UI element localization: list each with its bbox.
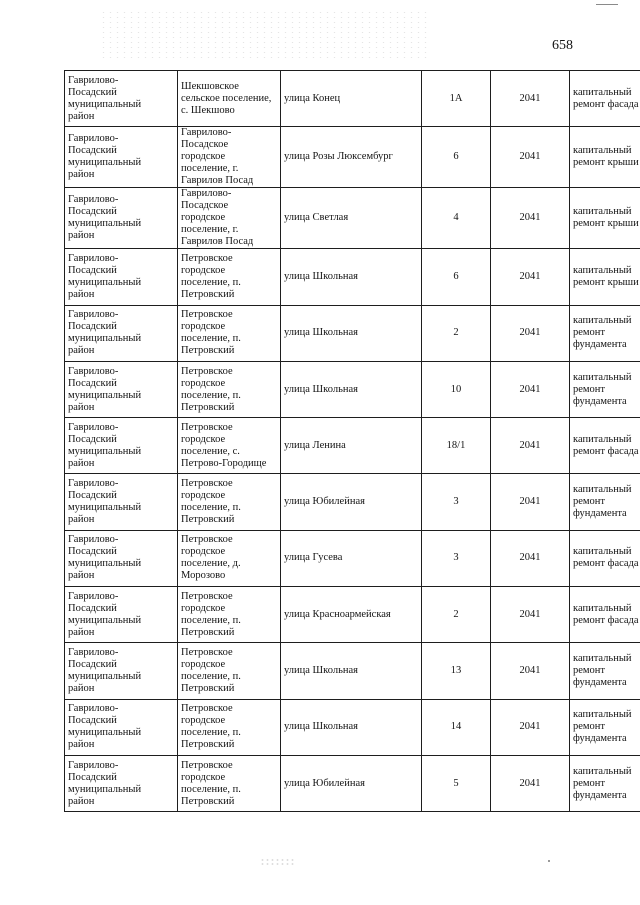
district-cell-text: Гаврилово- Посадский муниципальный район [68,647,142,695]
house-number-cell-text: 2 [453,327,459,339]
year-cell [491,418,570,474]
street-cell-text: улица Юбилейная [284,777,365,789]
settlement-cell-text: Петровское городское поселение, п. Петровский [181,647,241,695]
street-cell-text: улица Школьная [284,327,358,339]
year-cell [491,643,570,699]
street-cell [281,127,422,188]
work-type-cell-text: капитальный ремонт фасада [573,546,639,570]
year-cell-text: 2041 [519,270,541,282]
table-row [65,755,640,811]
district-cell [65,249,178,305]
house-number-cell-text: 5 [453,777,459,789]
house-number-cell [422,361,491,417]
district-cell-text: Гаврилово- Посадский муниципальный район [68,309,142,357]
settlement-cell [178,699,281,755]
district-cell-text: Гаврилово- Посадский муниципальный район [68,133,142,181]
work-type-cell-text: капитальный ремонт крыши [573,264,639,288]
year-cell [491,71,570,127]
street-cell [281,249,422,305]
street-cell-text: улица Красноармейская [284,608,391,620]
street-cell-text: улица Ленина [284,439,346,451]
work-type-cell [570,127,640,188]
year-cell [491,127,570,188]
scan-mark [596,4,618,5]
street-cell-text: улица Школьная [284,721,358,733]
district-cell [65,474,178,530]
scan-noise [260,858,296,866]
table-row [65,127,640,188]
table-row [65,418,640,474]
table-row [65,474,640,530]
work-type-cell-text: капитальный ремонт фасада [573,433,639,457]
district-cell-text: Гаврилово- Посадский муниципальный район [68,759,142,807]
settlement-cell [178,587,281,643]
district-cell-text: Гаврилово- Посадский муниципальный район [68,590,142,638]
work-type-cell-text: капитальный ремонт фундамента [573,315,632,351]
year-cell-text: 2041 [519,721,541,733]
year-cell [491,587,570,643]
street-cell [281,361,422,417]
district-cell [65,305,178,361]
settlement-cell-text: Шекшовское сельское поселение, с. Шекшово [181,80,272,116]
house-number-cell [422,587,491,643]
year-cell [491,755,570,811]
district-cell [65,587,178,643]
house-number-cell [422,643,491,699]
street-cell-text: улица Конец [284,92,341,104]
work-type-cell [570,587,640,643]
street-cell [281,530,422,586]
street-cell [281,188,422,249]
work-type-cell [570,188,640,249]
settlement-cell [178,643,281,699]
year-cell-text: 2041 [519,777,541,789]
year-cell-text: 2041 [519,552,541,564]
year-cell-text: 2041 [519,327,541,339]
street-cell [281,474,422,530]
settlement-cell-text: Петровское городское поселение, п. Петровский [181,252,241,300]
work-type-cell-text: капитальный ремонт фундамента [573,709,632,745]
house-number-cell-text: 13 [450,665,462,677]
work-type-cell [570,643,640,699]
year-cell [491,361,570,417]
work-type-cell-text: капитальный ремонт крыши [573,206,639,230]
table-row [65,188,640,249]
work-type-cell [570,530,640,586]
table-row [65,530,640,586]
street-cell [281,587,422,643]
house-number-cell-text: 4 [453,212,459,224]
year-cell [491,305,570,361]
street-cell-text: улица Светлая [284,212,349,224]
settlement-cell [178,127,281,188]
house-number-cell [422,418,491,474]
year-cell-text: 2041 [519,439,541,451]
district-cell [65,188,178,249]
district-cell [65,755,178,811]
table-row [65,305,640,361]
settlement-cell-text: Петровское городское поселение, п. Петровский [181,478,241,526]
year-cell [491,530,570,586]
street-cell-text: улица Гусева [284,552,343,564]
street-cell [281,755,422,811]
district-cell-text: Гаврилово- Посадский муниципальный район [68,703,142,751]
street-cell-text: улица Школьная [284,383,358,395]
house-number-cell [422,188,491,249]
year-cell [491,474,570,530]
year-cell-text: 2041 [519,151,541,163]
settlement-cell-text: Петровское городское поселение, д. Морозово [181,534,241,582]
work-type-cell-text: капитальный ремонт фундамента [573,484,632,520]
year-cell-text: 2041 [519,665,541,677]
year-cell [491,188,570,249]
district-cell-text: Гаврилово- Посадский муниципальный район [68,478,142,526]
street-cell [281,699,422,755]
page-number: 658 [552,38,573,53]
work-type-cell-text: капитальный ремонт фундамента [573,371,632,407]
work-type-cell [570,71,640,127]
street-cell-text: улица Юбилейная [284,496,365,508]
district-cell [65,361,178,417]
scan-mark [548,860,550,862]
work-type-cell [570,361,640,417]
settlement-cell [178,188,281,249]
district-cell [65,418,178,474]
work-type-cell [570,755,640,811]
house-number-cell [422,71,491,127]
street-cell-text: улица Школьная [284,665,358,677]
house-number-cell-text: 10 [450,383,462,395]
table-row [65,249,640,305]
street-cell-text: улица Розы Люксембург [284,151,393,163]
table-row [65,71,640,127]
year-cell-text: 2041 [519,608,541,620]
settlement-cell-text: Гаврилово- Посадское городское поселение, г. Гаврилов Посад [181,127,254,187]
year-cell-text: 2041 [519,92,541,104]
street-cell [281,305,422,361]
house-number-cell-text: 2 [453,608,459,620]
year-cell-text: 2041 [519,383,541,395]
district-cell-text: Гаврилово- Посадский муниципальный район [68,252,142,300]
work-type-cell [570,699,640,755]
repair-schedule-table [64,70,640,812]
settlement-cell-text: Петровское городское поселение, с. Петрово-Городище [181,421,267,469]
table-row [65,361,640,417]
work-type-cell [570,474,640,530]
work-type-cell [570,249,640,305]
year-cell [491,699,570,755]
district-cell-text: Гаврилово- Посадский муниципальный район [68,194,142,242]
settlement-cell [178,71,281,127]
settlement-cell [178,755,281,811]
settlement-cell [178,418,281,474]
house-number-cell [422,127,491,188]
settlement-cell-text: Петровское городское поселение, п. Петровский [181,759,241,807]
district-cell [65,127,178,188]
work-type-cell-text: капитальный ремонт крыши [573,145,639,169]
settlement-cell [178,305,281,361]
settlement-cell-text: Гаврилово- Посадское городское поселение, г. Гаврилов Посад [181,188,254,248]
district-cell [65,643,178,699]
street-cell [281,643,422,699]
scan-noise [100,10,430,58]
settlement-cell-text: Петровское городское поселение, п. Петровский [181,309,241,357]
work-type-cell-text: капитальный ремонт фасада [573,86,639,110]
settlement-cell [178,474,281,530]
district-cell-text: Гаврилово- Посадский муниципальный район [68,534,142,582]
street-cell [281,418,422,474]
house-number-cell [422,755,491,811]
table-body [65,71,640,812]
work-type-cell [570,418,640,474]
house-number-cell [422,249,491,305]
table-row [65,643,640,699]
house-number-cell-text: 3 [453,496,459,508]
street-cell [281,71,422,127]
district-cell-text: Гаврилово- Посадский муниципальный район [68,421,142,469]
district-cell [65,699,178,755]
house-number-cell-text: 1А [449,92,463,104]
year-cell-text: 2041 [519,496,541,508]
house-number-cell-text: 3 [453,552,459,564]
street-cell-text: улица Школьная [284,270,358,282]
settlement-cell [178,361,281,417]
district-cell [65,71,178,127]
work-type-cell [570,305,640,361]
house-number-cell-text: 6 [453,270,459,282]
table-row [65,587,640,643]
district-cell-text: Гаврилово- Посадский муниципальный район [68,365,142,413]
settlement-cell [178,530,281,586]
work-type-cell-text: капитальный ремонт фундамента [573,765,632,801]
house-number-cell [422,530,491,586]
district-cell-text: Гаврилово- Посадский муниципальный район [68,74,142,122]
table-row [65,699,640,755]
settlement-cell-text: Петровское городское поселение, п. Петровский [181,590,241,638]
house-number-cell-text: 18/1 [446,439,466,451]
house-number-cell [422,474,491,530]
house-number-cell-text: 14 [450,721,462,733]
house-number-cell [422,699,491,755]
settlement-cell [178,249,281,305]
settlement-cell-text: Петровское городское поселение, п. Петровский [181,703,241,751]
settlement-cell-text: Петровское городское поселение, п. Петровский [181,365,241,413]
district-cell [65,530,178,586]
house-number-cell-text: 6 [453,151,459,163]
house-number-cell [422,305,491,361]
work-type-cell-text: капитальный ремонт фундамента [573,653,632,689]
year-cell [491,249,570,305]
work-type-cell-text: капитальный ремонт фасада [573,602,639,626]
year-cell-text: 2041 [519,212,541,224]
